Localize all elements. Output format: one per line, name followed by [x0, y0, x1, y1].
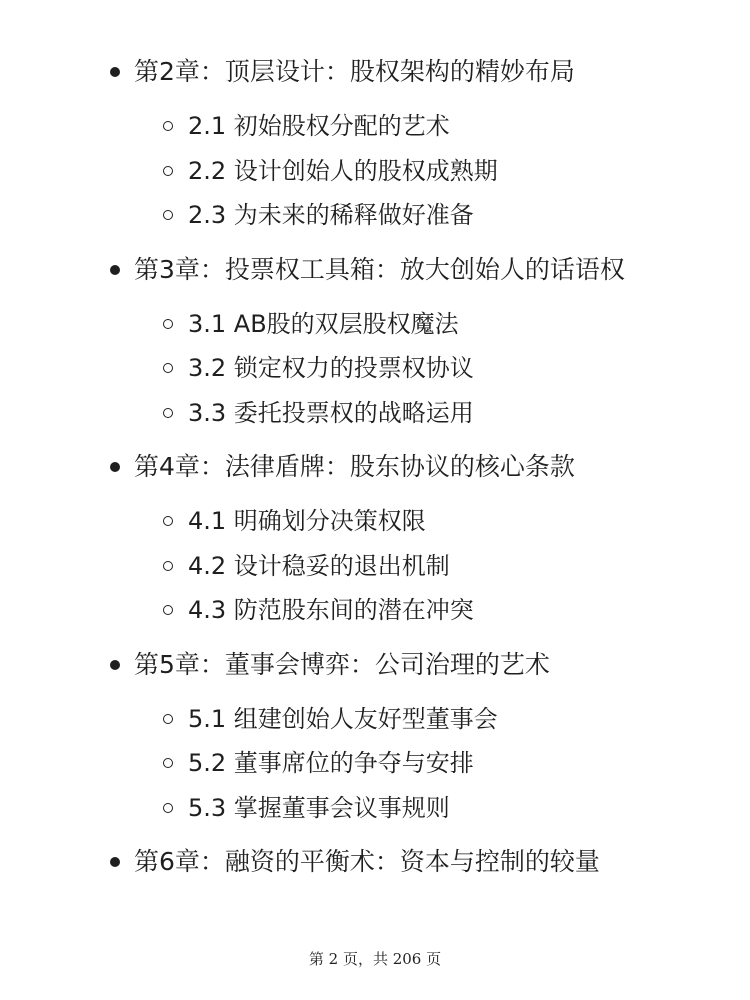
hollow-bullet-icon [163, 408, 173, 418]
section-title: 5.3 掌握董事会议事规则 [188, 793, 450, 822]
section-item [0, 741, 750, 786]
hollow-bullet-icon [163, 121, 173, 131]
hollow-bullet-icon [163, 516, 173, 526]
section-title: 5.1 组建创始人友好型董事会 [188, 704, 498, 733]
section-list [0, 104, 750, 238]
bullet-icon [110, 660, 120, 670]
chapter-item [0, 244, 750, 296]
chapter-item [0, 441, 750, 493]
section-title: 4.3 防范股东间的潜在冲突 [188, 596, 474, 624]
section-list [0, 302, 750, 436]
chapter-title: 第3章：投票权工具箱：放大创始人的话语权 [134, 254, 625, 284]
hollow-bullet-icon [163, 319, 173, 329]
section-title: 4.2 设计稳妥的退出机制 [188, 551, 450, 580]
section-item [0, 149, 750, 194]
section-title: 2.3 为未来的稀释做好准备 [188, 201, 474, 229]
section-item [0, 346, 750, 391]
section-list [0, 499, 750, 633]
table-of-contents [0, 46, 750, 894]
hollow-bullet-icon [163, 605, 173, 615]
section-list [0, 697, 750, 831]
hollow-bullet-icon [163, 803, 173, 813]
hollow-bullet-icon [163, 166, 173, 176]
section-item [0, 499, 750, 544]
bullet-icon [110, 67, 120, 77]
section-item [0, 193, 750, 238]
bullet-icon [110, 265, 120, 275]
chapter-group [0, 836, 750, 888]
section-title: 3.2 锁定权力的投票权协议 [188, 354, 474, 382]
hollow-bullet-icon [163, 561, 173, 571]
chapter-item [0, 836, 750, 888]
chapter-item [0, 46, 750, 98]
section-title: 4.1 明确划分决策权限 [188, 507, 426, 535]
section-title: 2.1 初始股权分配的艺术 [188, 112, 450, 140]
chapter-item [0, 639, 750, 691]
section-item [0, 391, 750, 436]
section-title: 2.2 设计创始人的股权成熟期 [188, 156, 498, 185]
section-title: 3.1 AB股的双层股权魔法 [188, 309, 459, 338]
section-item [0, 697, 750, 742]
bullet-icon [110, 857, 120, 867]
hollow-bullet-icon [163, 758, 173, 768]
page-number-footer: 第 2 页，共 206 页 [308, 950, 442, 968]
section-item [0, 786, 750, 831]
chapter-title: 第2章：顶层设计：股权架构的精妙布局 [134, 57, 575, 86]
chapter-group [0, 441, 750, 633]
bullet-icon [110, 462, 120, 472]
hollow-bullet-icon [163, 210, 173, 220]
hollow-bullet-icon [163, 714, 173, 724]
chapter-title: 第6章：融资的平衡术：资本与控制的较量 [134, 847, 600, 876]
section-item [0, 588, 750, 633]
section-title: 3.3 委托投票权的战略运用 [188, 398, 474, 427]
chapter-group [0, 46, 750, 238]
section-item [0, 104, 750, 149]
section-item [0, 302, 750, 347]
chapter-title: 第5章：董事会博弈：公司治理的艺术 [134, 649, 550, 679]
chapter-title: 第4章：法律盾牌：股东协议的核心条款 [134, 452, 575, 481]
hollow-bullet-icon [163, 363, 173, 373]
section-item [0, 544, 750, 589]
chapter-group [0, 244, 750, 436]
section-title: 5.2 董事席位的争夺与安排 [188, 749, 474, 777]
chapter-group [0, 639, 750, 831]
